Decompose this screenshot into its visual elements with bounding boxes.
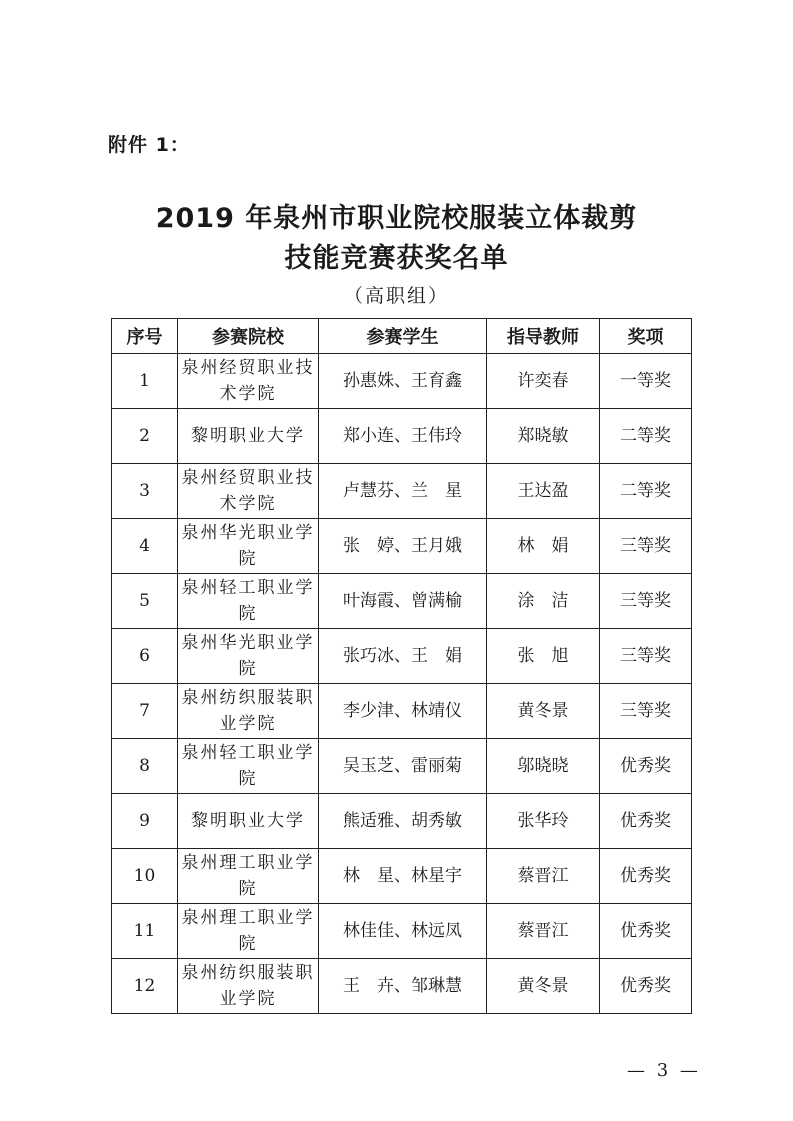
- cell-teacher: 林 娟: [487, 519, 600, 574]
- cell-students: 吴玉芝、雷丽菊: [319, 739, 487, 794]
- cell-school: 泉州纺织服装职业学院: [178, 684, 319, 739]
- cell-number: 2: [112, 409, 178, 464]
- cell-award: 三等奖: [600, 519, 692, 574]
- cell-award: 优秀奖: [600, 849, 692, 904]
- cell-teacher: 涂 洁: [487, 574, 600, 629]
- table-row: [112, 959, 692, 1014]
- cell-students: 林 星、林星宇: [319, 849, 487, 904]
- cell-number: 10: [112, 849, 178, 904]
- page-number: — 3 —: [627, 1060, 701, 1081]
- header-number: 序号: [112, 319, 178, 354]
- header-award: 奖项: [600, 319, 692, 354]
- cell-award: 优秀奖: [600, 959, 692, 1014]
- cell-school: 泉州理工职业学院: [178, 904, 319, 959]
- cell-award: 一等奖: [600, 354, 692, 409]
- cell-award: 三等奖: [600, 629, 692, 684]
- cell-school: 黎明职业大学: [178, 794, 319, 849]
- cell-award: 优秀奖: [600, 739, 692, 794]
- cell-number: 8: [112, 739, 178, 794]
- attachment-label: 附件 1：: [108, 134, 190, 156]
- cell-school: 泉州经贸职业技术学院: [178, 354, 319, 409]
- cell-teacher: 张华玲: [487, 794, 600, 849]
- cell-students: 叶海霞、曾满榆: [319, 574, 487, 629]
- cell-number: 9: [112, 794, 178, 849]
- cell-teacher: 王达盈: [487, 464, 600, 519]
- cell-school: 泉州轻工职业学院: [178, 574, 319, 629]
- cell-award: 二等奖: [600, 464, 692, 519]
- cell-teacher: 张 旭: [487, 629, 600, 684]
- cell-school: 泉州华光职业学院: [178, 519, 319, 574]
- cell-students: 王 卉、邹琳慧: [319, 959, 487, 1014]
- cell-award: 优秀奖: [600, 904, 692, 959]
- document-subtitle: （高职组）: [343, 285, 449, 307]
- cell-number: 12: [112, 959, 178, 1014]
- cell-school: 泉州经贸职业技术学院: [178, 464, 319, 519]
- cell-number: 5: [112, 574, 178, 629]
- cell-teacher: 邬晓晓: [487, 739, 600, 794]
- awards-table: [111, 318, 692, 1014]
- table-row: [112, 739, 692, 794]
- table-row: [112, 519, 692, 574]
- cell-award: 三等奖: [600, 684, 692, 739]
- cell-students: 卢慧芬、兰 星: [319, 464, 487, 519]
- cell-number: 4: [112, 519, 178, 574]
- document-title-line1: 2019 年泉州市职业院校服装立体裁剪: [155, 203, 638, 234]
- header-school: 参赛院校: [178, 319, 319, 354]
- cell-students: 张 婷、王月娥: [319, 519, 487, 574]
- cell-school: 泉州纺织服装职业学院: [178, 959, 319, 1014]
- document-title-line2: 技能竞赛获奖名单: [284, 243, 509, 274]
- cell-award: 三等奖: [600, 574, 692, 629]
- cell-award: 二等奖: [600, 409, 692, 464]
- cell-students: 李少津、林靖仪: [319, 684, 487, 739]
- header-teacher: 指导教师: [487, 319, 600, 354]
- cell-students: 张巧冰、王 娟: [319, 629, 487, 684]
- cell-school: 泉州轻工职业学院: [178, 739, 319, 794]
- table-row: [112, 629, 692, 684]
- table-row: [112, 684, 692, 739]
- cell-students: 熊适雅、胡秀敏: [319, 794, 487, 849]
- cell-school: 泉州理工职业学院: [178, 849, 319, 904]
- cell-school: 泉州华光职业学院: [178, 629, 319, 684]
- table-row: [112, 849, 692, 904]
- cell-students: 林佳佳、林远凤: [319, 904, 487, 959]
- cell-teacher: 郑晓敏: [487, 409, 600, 464]
- table-body: [112, 354, 692, 1014]
- table-row: [112, 904, 692, 959]
- cell-award: 优秀奖: [600, 794, 692, 849]
- table-header-row: [112, 319, 692, 354]
- cell-school: 黎明职业大学: [178, 409, 319, 464]
- header-students: 参赛学生: [319, 319, 487, 354]
- table-row: [112, 464, 692, 519]
- cell-number: 7: [112, 684, 178, 739]
- table-row: [112, 574, 692, 629]
- cell-teacher: 许奕春: [487, 354, 600, 409]
- table-row: [112, 354, 692, 409]
- table-row: [112, 409, 692, 464]
- cell-number: 1: [112, 354, 178, 409]
- cell-teacher: 黄冬景: [487, 684, 600, 739]
- cell-number: 6: [112, 629, 178, 684]
- cell-number: 3: [112, 464, 178, 519]
- cell-students: 孙惠姝、王育鑫: [319, 354, 487, 409]
- cell-teacher: 蔡晋江: [487, 904, 600, 959]
- cell-teacher: 蔡晋江: [487, 849, 600, 904]
- cell-number: 11: [112, 904, 178, 959]
- cell-students: 郑小连、王伟玲: [319, 409, 487, 464]
- table-row: [112, 794, 692, 849]
- cell-teacher: 黄冬景: [487, 959, 600, 1014]
